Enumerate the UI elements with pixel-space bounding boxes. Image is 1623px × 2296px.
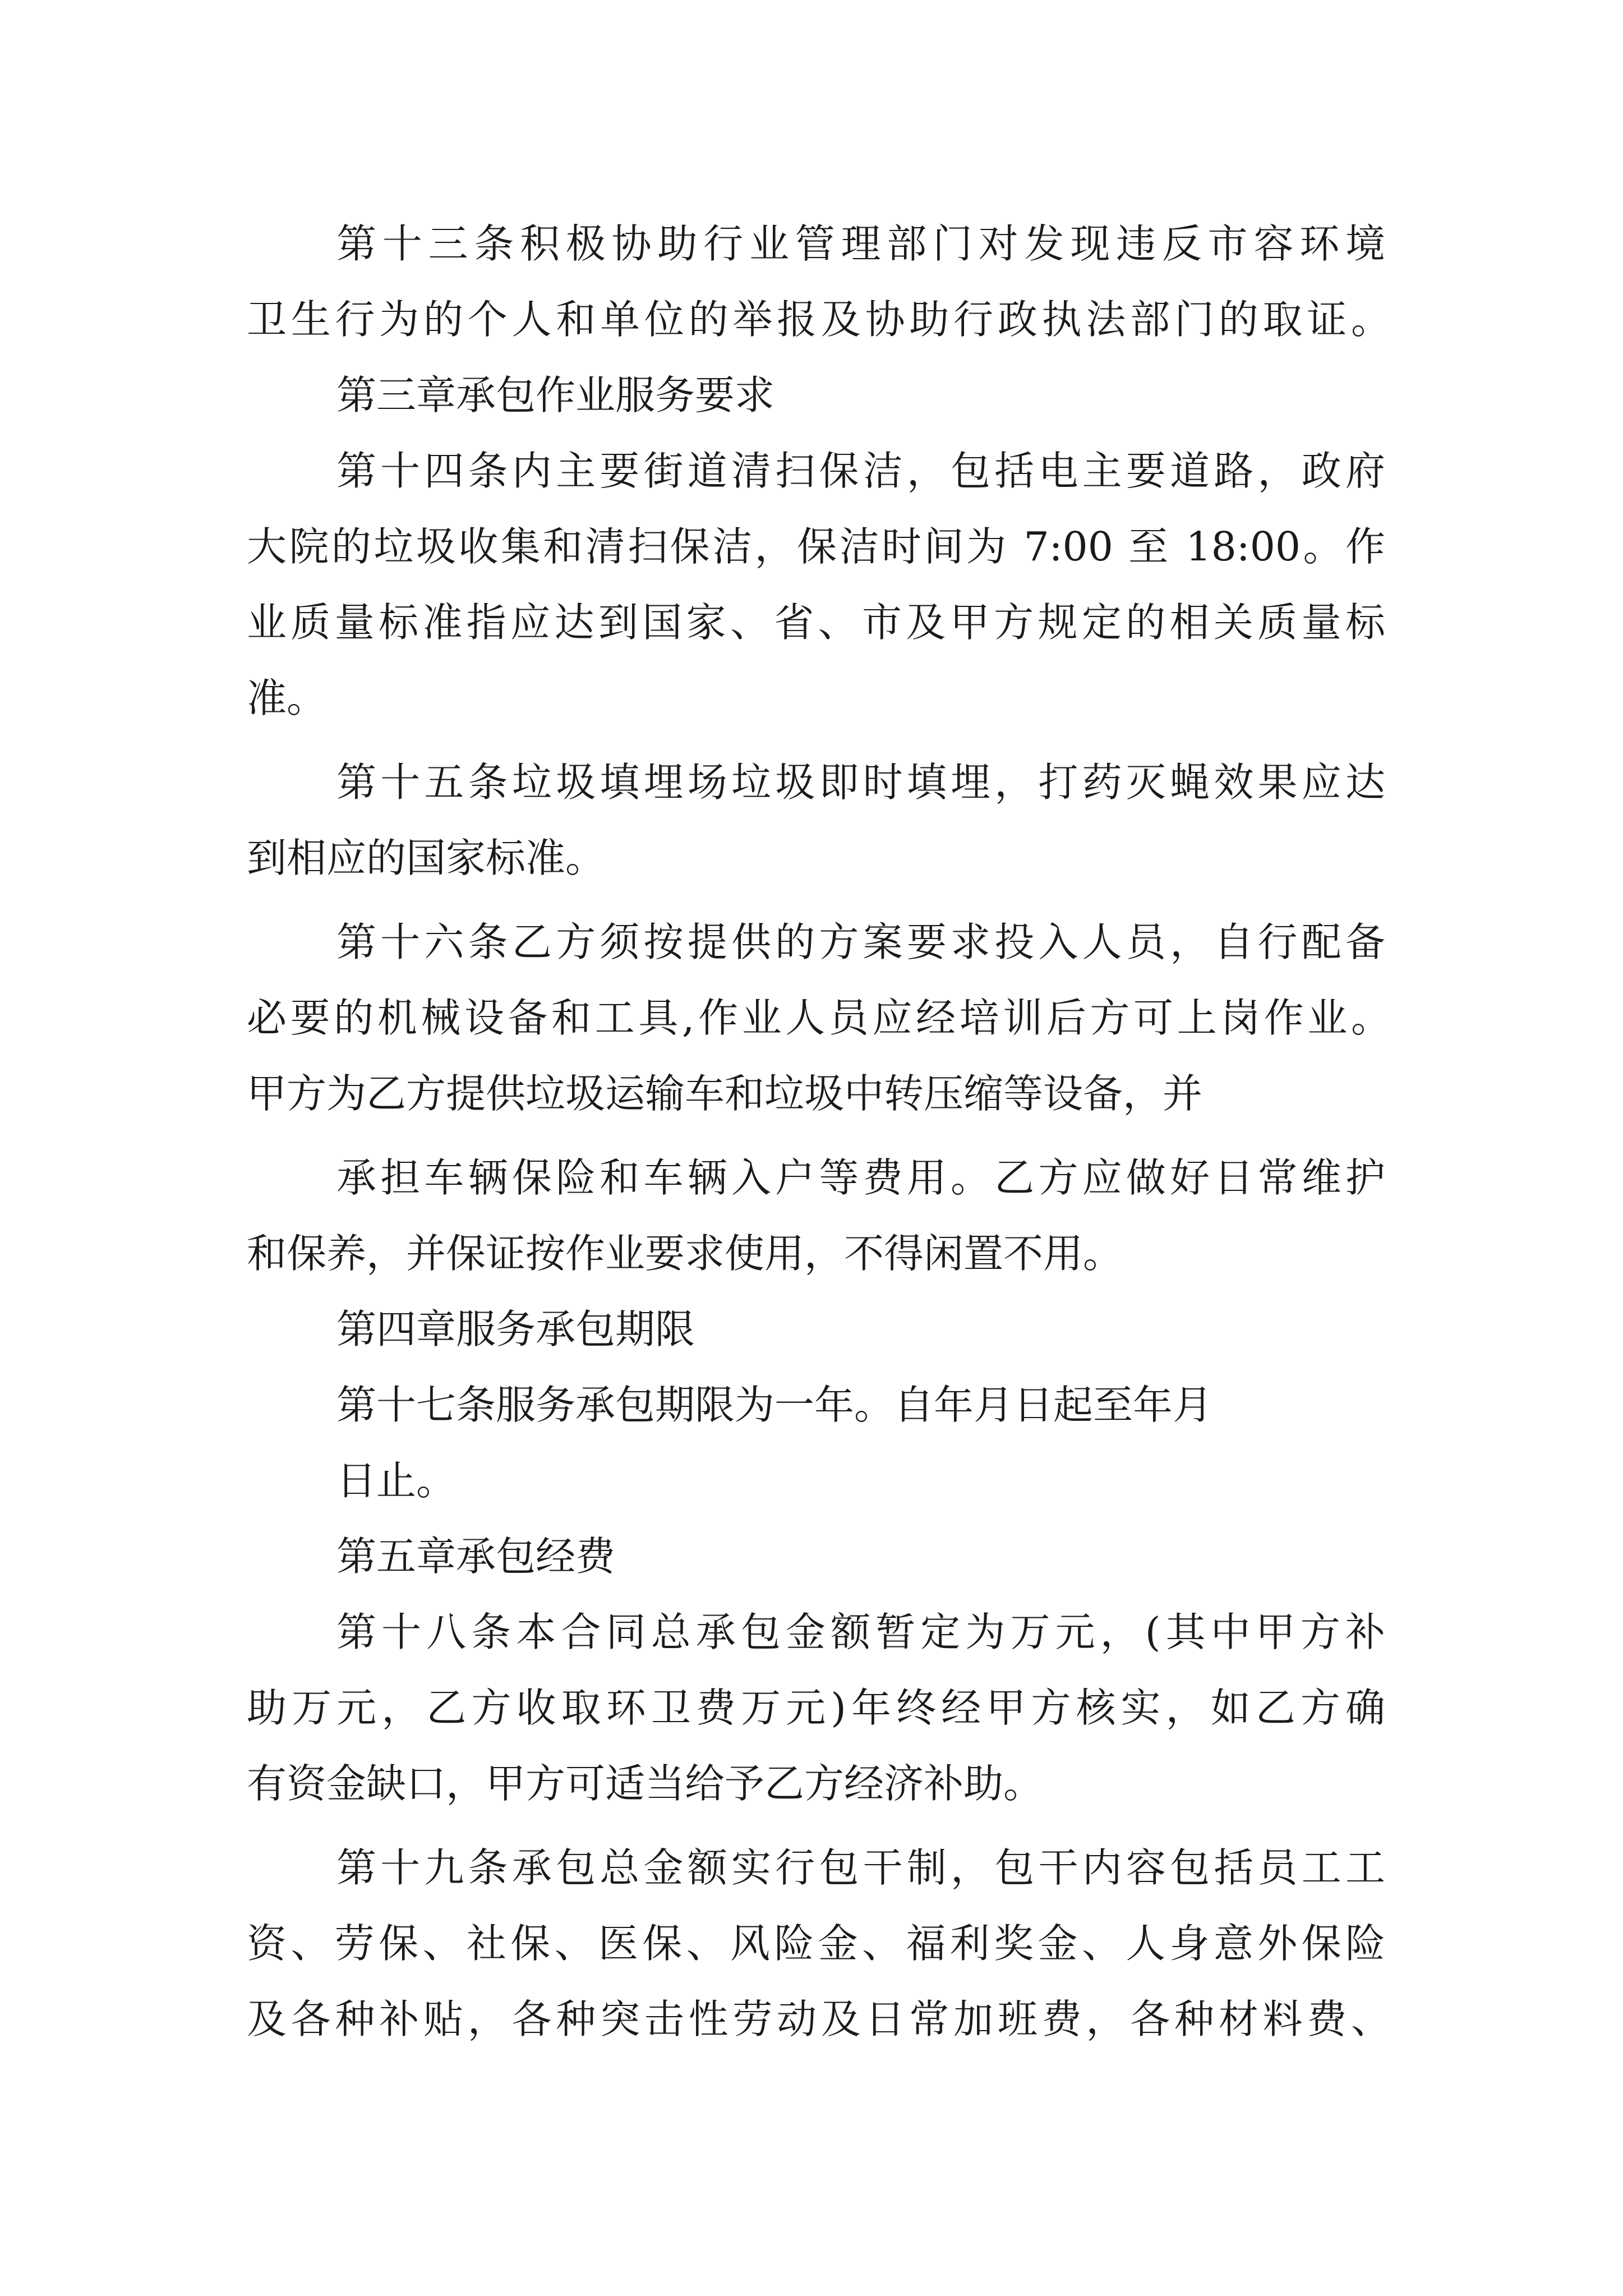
- text-line: 日止。: [336, 1457, 457, 1504]
- text-line: 必要的机械设备和工具,作业人员应经培训后方可上岗作业。: [247, 995, 1391, 1041]
- text-line: 承担车辆保险和车辆入户等费用。乙方应做好日常维护: [336, 1154, 1385, 1201]
- text-line: 甲方为乙方提供垃圾运输车和垃圾中转压缩等设备，并: [247, 1070, 1203, 1117]
- text-line: 第十三条积极协助行业管理部门对发现违反市容环境: [336, 220, 1385, 267]
- text-line: 资、劳保、社保、医保、风险金、福利奖金、人身意外保险: [247, 1920, 1385, 1967]
- text-line: 第十六条乙方须按提供的方案要求投入人员，自行配备: [336, 919, 1385, 965]
- chapter-heading: 第五章承包经费: [336, 1533, 616, 1580]
- text-line: 准。: [247, 675, 327, 721]
- text-line: 助万元，乙方收取环卫费万元)年终经甲方核实，如乙方确: [247, 1685, 1385, 1731]
- chapter-heading: 第三章承包作业服务要求: [336, 372, 775, 418]
- text-line: 第十四条内主要街道清扫保洁，包括电主要道路，政府: [336, 448, 1385, 494]
- text-line: 业质量标准指应达到国家、省、市及甲方规定的相关质量标: [247, 599, 1385, 646]
- text-line: 第十八条本合同总承包金额暂定为万元，(其中甲方补: [336, 1609, 1385, 1655]
- text-line: 和保养，并保证按作业要求使用，不得闲置不用。: [247, 1230, 1123, 1277]
- text-line: 大院的垃圾收集和清扫保洁，保洁时间为 7:00 至 18:00。作: [247, 523, 1385, 570]
- chapter-heading: 第四章服务承包期限: [336, 1306, 695, 1352]
- text-line: 卫生行为的个人和单位的举报及协助行政执法部门的取证。: [247, 296, 1391, 343]
- text-line: 有资金缺口，甲方可适当给予乙方经济补助。: [247, 1760, 1044, 1807]
- text-line: 到相应的国家标准。: [247, 835, 606, 881]
- text-line: 及各种补贴，各种突击性劳动及日常加班费，各种材料费、: [247, 1996, 1391, 2042]
- text-line: 第十七条服务承包期限为一年。自年月日起至年月: [336, 1382, 1213, 1428]
- text-line: 第十九条承包总金额实行包干制，包干内容包括员工工: [336, 1844, 1385, 1891]
- text-line: 第十五条垃圾填埋场垃圾即时填埋，打药灭蝇效果应达: [336, 759, 1385, 806]
